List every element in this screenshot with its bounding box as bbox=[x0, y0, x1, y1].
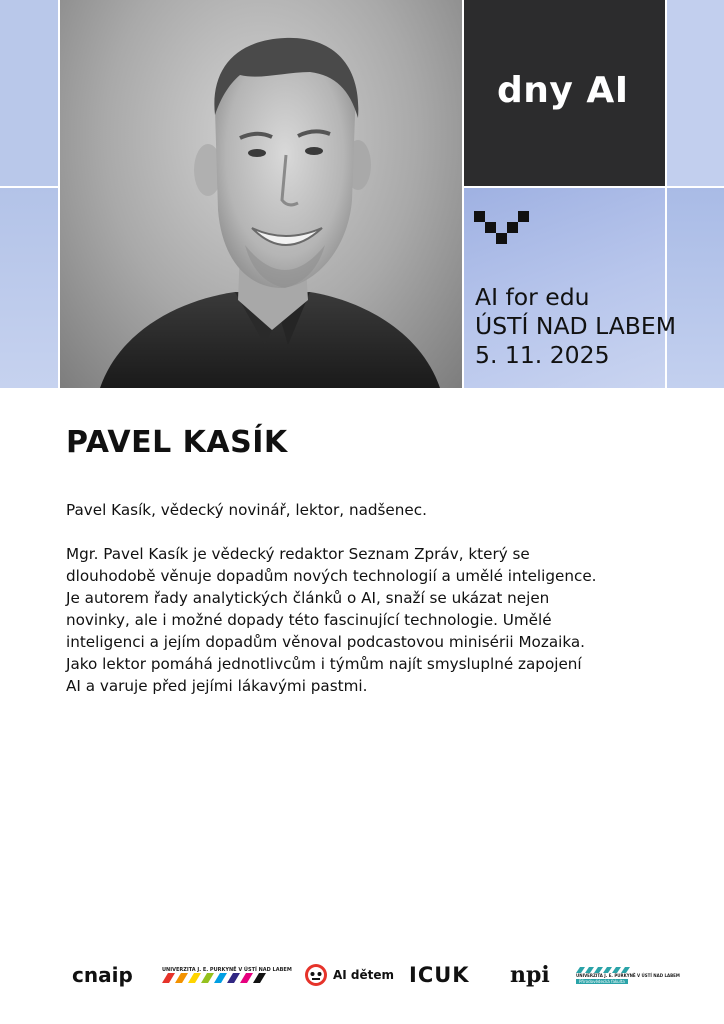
ai-detem-logo bbox=[304, 955, 394, 995]
brand-logo-text: dny AI bbox=[497, 70, 629, 111]
bio-line: Mgr. Pavel Kasík je vědecký redaktor Seznam Zpráv, který se bbox=[66, 545, 530, 563]
speaker-name: PAVEL KASÍK bbox=[66, 425, 288, 460]
ujep-stripes-icon bbox=[162, 973, 274, 983]
chevron-down-icon bbox=[474, 211, 534, 247]
icuk-logo bbox=[409, 955, 470, 995]
bio-line: Je autorem řady analytických článků o AI, snaží se ukázat nejen bbox=[66, 589, 550, 607]
icuk-logo-text: ICUK bbox=[409, 963, 470, 987]
npi-logo bbox=[510, 955, 550, 995]
partner-logos bbox=[0, 955, 724, 995]
event-location: ÚSTÍ NAD LABEM bbox=[475, 312, 677, 340]
speaker-tagline: Pavel Kasík, vědecký novinář, lektor, nadšenec. bbox=[66, 501, 427, 519]
ujep-logo-text: UNIVERZITA J. E. PURKYNĚ V ÚSTÍ NAD LABEM bbox=[162, 967, 292, 973]
speaker-photo bbox=[60, 0, 462, 388]
ujep-faculty-university-text: UNIVERZITA J. E. PURKYNĚ V ÚSTÍ NAD LABEM bbox=[576, 972, 680, 978]
robot-face-icon bbox=[304, 963, 328, 987]
portrait-illustration bbox=[60, 0, 462, 388]
cnaip-logo-text: cnaip bbox=[72, 963, 133, 987]
bio-line: Jako lektor pomáhá jednotlivcům i týmům najít smysluplné zapojení bbox=[66, 655, 582, 673]
cnaip-logo bbox=[72, 955, 133, 995]
bio-line: dlouhodobě věnuje dopadům nových technologií a umělé inteligence. bbox=[66, 567, 597, 585]
decor-tile-right-top bbox=[667, 0, 724, 186]
ai-detem-logo-text: AI dětem bbox=[333, 968, 395, 982]
event-info bbox=[475, 283, 676, 370]
ujep-logo bbox=[162, 955, 292, 995]
event-title: AI for edu bbox=[475, 283, 590, 311]
event-date: 5. 11. 2025 bbox=[475, 341, 610, 369]
ujep-faculty-name-text: Přírodovědecká fakulta bbox=[576, 979, 628, 984]
npi-logo-text: npi bbox=[510, 962, 550, 988]
decor-tile-left-top bbox=[0, 0, 58, 186]
decor-tile-left-bottom bbox=[0, 188, 58, 388]
bio-line: novinky, ale i možné dopady této fascinující technologie. Umělé bbox=[66, 611, 552, 629]
speaker-bio bbox=[66, 499, 686, 697]
bio-paragraph bbox=[66, 543, 686, 697]
bio-line: AI a varuje před jejími lákavými pastmi. bbox=[66, 677, 368, 695]
ujep-faculty-logo bbox=[576, 955, 680, 995]
bio-line: inteligenci a jejím dopadům věnoval podcastovou minisérii Mozaika. bbox=[66, 633, 586, 651]
